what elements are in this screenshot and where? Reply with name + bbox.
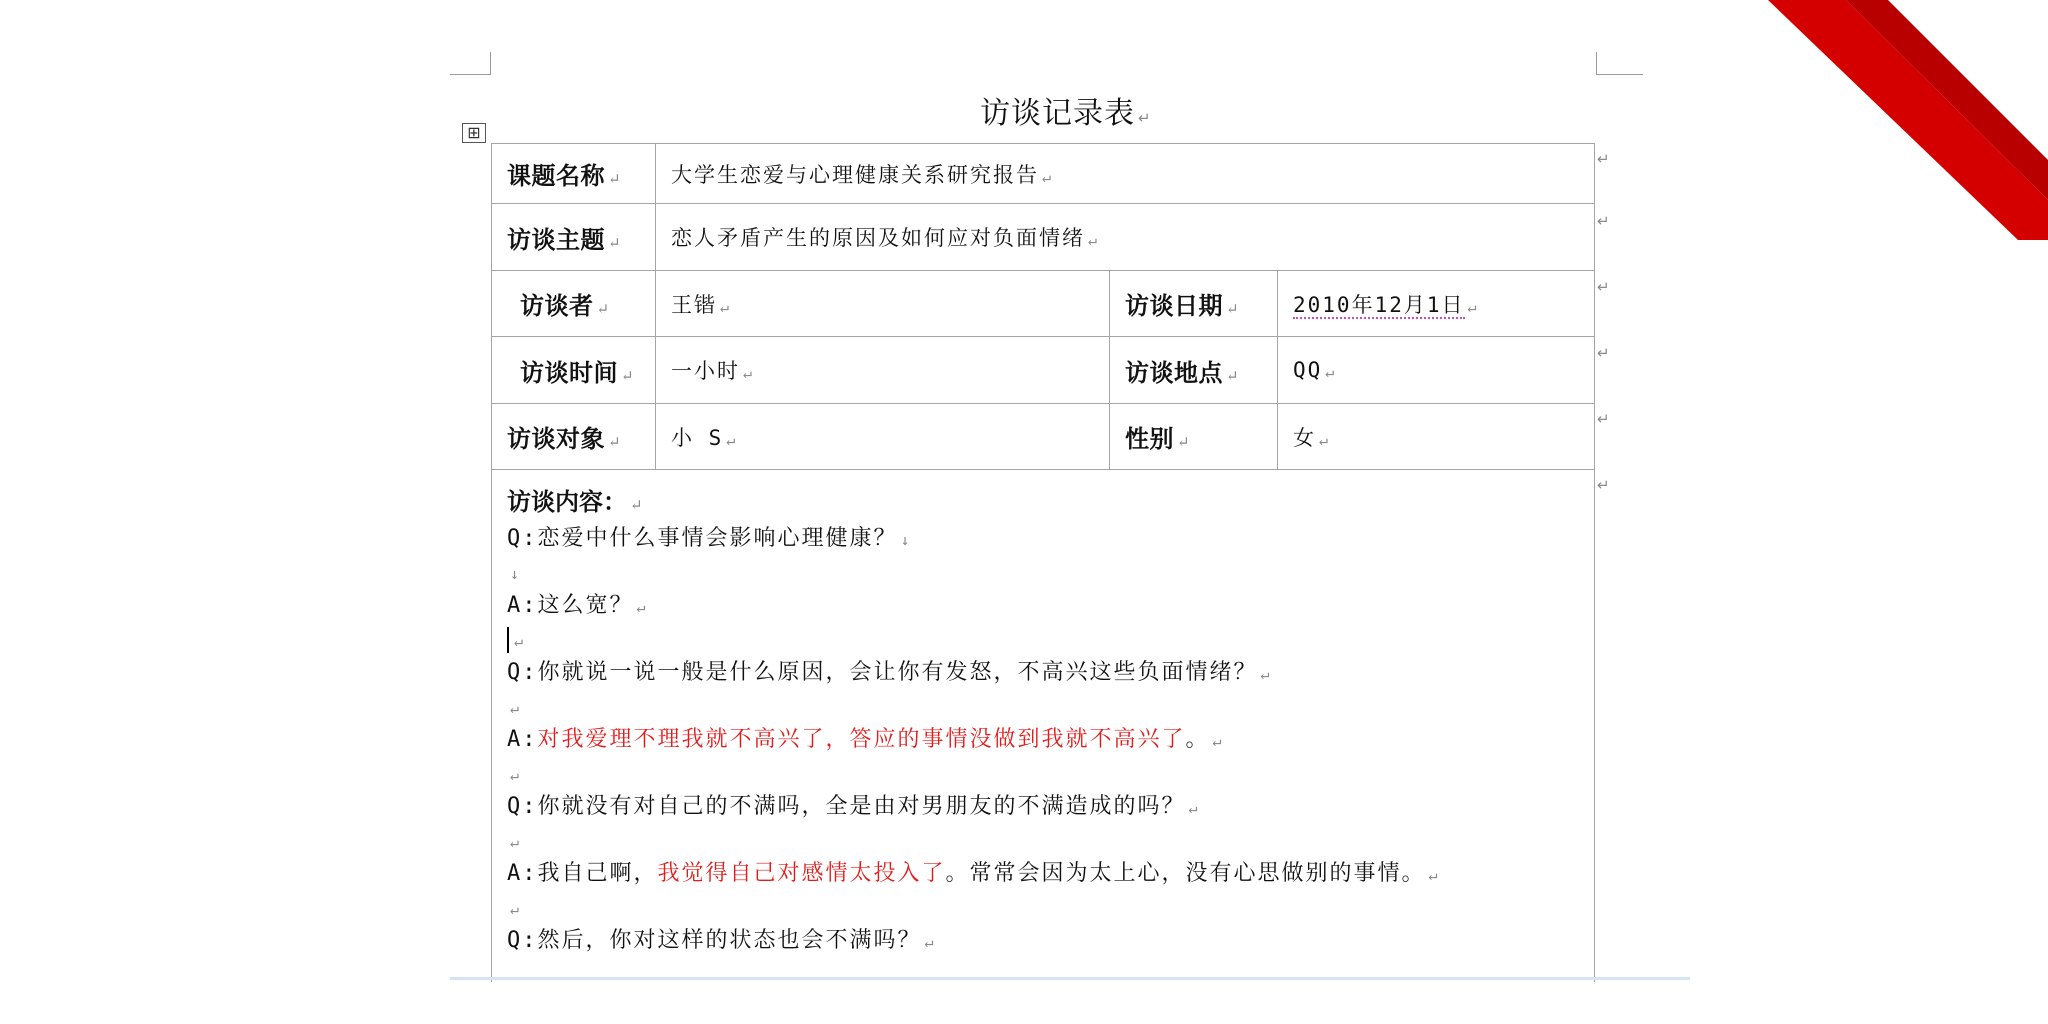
table-row [492, 204, 1595, 271]
row-end-mark: ↵ [1597, 476, 1610, 494]
row-end-mark: ↵ [1597, 150, 1610, 168]
topic-value-cell[interactable]: 大学生恋爱与心理健康关系研究报告 ↵ [656, 144, 1595, 204]
empty-line[interactable]: ↵ [510, 900, 522, 918]
empty-line-with-cursor[interactable]: ↵ [507, 623, 1594, 656]
question-line[interactable]: Q:然后，你对这样的状态也会不满吗？ ↵ [507, 928, 936, 953]
subject-value-cell[interactable]: 小 S ↵ [656, 404, 1110, 470]
highlighted-answer-text: 我觉得自己对感情太投入了 [657, 861, 946, 886]
theme-label-cell[interactable]: 访谈主题 ↵ [492, 204, 656, 271]
gender-label: 性别 [1125, 424, 1174, 453]
question-line[interactable]: Q:你就说一说一般是什么原因，会让你有发怒，不高兴这些负面情绪？ ↵ [507, 660, 1272, 685]
row-end-mark: ↵ [1597, 344, 1610, 362]
table-move-handle-icon[interactable]: ⊞ [462, 123, 486, 143]
date-value-cell[interactable]: 2010年12月1日 ↵ [1278, 271, 1595, 337]
location-label: 访谈地点 [1125, 357, 1223, 387]
row-end-mark: ↵ [1597, 212, 1610, 230]
location-value: QQ [1293, 358, 1323, 382]
gender-label-cell[interactable]: 性别 ↵ [1110, 404, 1278, 470]
red-ribbon-decoration [1768, 0, 2048, 240]
table-row [492, 271, 1595, 337]
theme-value: 恋人矛盾产生的原因及如何应对负面情绪 [671, 226, 1085, 250]
empty-line[interactable]: ↵ [510, 766, 522, 784]
text-cursor [507, 627, 509, 653]
table-row [492, 144, 1595, 204]
empty-line[interactable]: ↵ [510, 833, 522, 851]
answer-line[interactable]: A:对我爱理不理我就不高兴了，答应的事情没做到我就不高兴了。 ↵ [507, 727, 1224, 752]
row-end-mark: ↵ [1597, 278, 1610, 296]
duration-label-cell[interactable]: 访谈时间 ↵ [492, 337, 656, 404]
date-value: 2010年12月1日 [1293, 292, 1465, 317]
date-label-cell[interactable]: 访谈日期 ↵ [1110, 271, 1278, 337]
empty-line[interactable]: ↵ [510, 699, 522, 717]
content-label: 访谈内容： ↵ [507, 487, 643, 516]
document-title [980, 88, 1152, 132]
paragraph-mark: ↵ [1138, 109, 1152, 127]
page-bottom-edge [450, 977, 1690, 980]
topic-label: 课题名称 [507, 161, 605, 190]
crop-mark-top-right [1596, 52, 1643, 75]
theme-label: 访谈主题 [507, 224, 605, 254]
subject-value: 小 S [671, 425, 724, 450]
table-row [492, 337, 1595, 404]
location-label-cell[interactable]: 访谈地点 ↵ [1110, 337, 1278, 404]
table-row [492, 404, 1595, 470]
interviewer-value: 王锴 [671, 292, 717, 317]
subject-label: 访谈对象 [507, 424, 605, 453]
location-value-cell[interactable]: QQ ↵ [1278, 337, 1595, 404]
subject-label-cell[interactable]: 访谈对象 ↵ [492, 404, 656, 470]
interviewer-label: 访谈者 [520, 291, 594, 320]
interviewer-label-cell[interactable]: 访谈者 ↵ [492, 271, 656, 337]
topic-label-cell[interactable]: 课题名称 ↵ [492, 144, 656, 204]
duration-label: 访谈时间 [520, 357, 618, 387]
question-line[interactable]: Q:你就没有对自己的不满吗，全是由对男朋友的不满造成的吗？ ↵ [507, 794, 1200, 819]
highlighted-answer-text: 对我爱理不理我就不高兴了，答应的事情没做到我就不高兴了 [537, 727, 1186, 752]
topic-value: 大学生恋爱与心理健康关系研究报告 [671, 162, 1039, 187]
crop-mark-top-left [450, 52, 491, 75]
duration-value: 一小时 [671, 359, 740, 383]
theme-value-cell[interactable]: 恋人矛盾产生的原因及如何应对负面情绪 ↵ [656, 204, 1595, 271]
interview-content-cell[interactable] [492, 470, 1595, 983]
gender-value-cell[interactable]: 女 ↵ [1278, 404, 1595, 470]
interview-record-table [491, 143, 1595, 982]
interviewer-value-cell[interactable]: 王锴 ↵ [656, 271, 1110, 337]
document-title-text: 访谈记录表 [980, 96, 1135, 131]
answer-line[interactable]: A:我自己啊，我觉得自己对感情太投入了。常常会因为太上心，没有心思做别的事情。 ↵ [507, 861, 1440, 886]
gender-value: 女 [1293, 425, 1316, 450]
duration-value-cell[interactable]: 一小时 ↵ [656, 337, 1110, 404]
empty-line[interactable]: ↓ [510, 565, 522, 583]
answer-line[interactable]: A:这么宽？ ↵ [507, 593, 648, 618]
line-break-mark: ↓ [900, 531, 912, 549]
date-label: 访谈日期 [1125, 291, 1223, 320]
question-line[interactable]: Q:恋爱中什么事情会影响心理健康？ ↓ [507, 526, 912, 551]
row-end-mark: ↵ [1597, 410, 1610, 428]
table-row [492, 470, 1595, 983]
